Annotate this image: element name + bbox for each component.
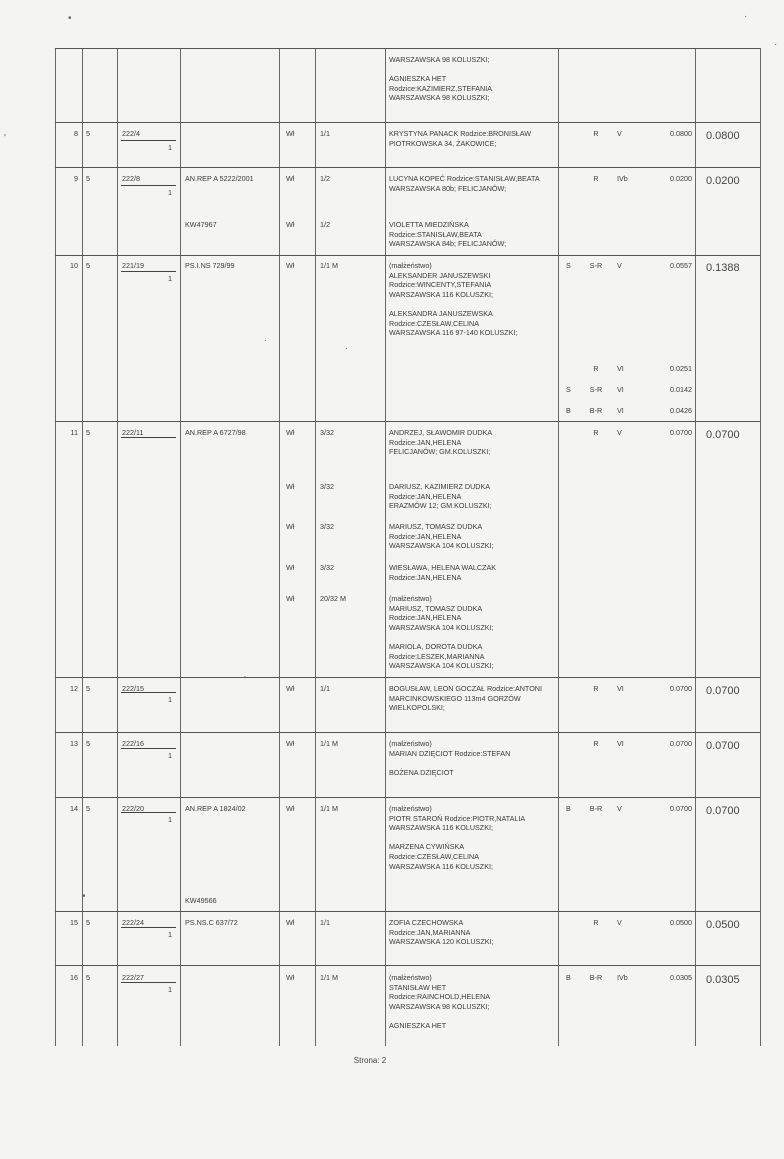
entry-share: 20/32 M <box>320 594 346 603</box>
class-area: 0.0700 <box>670 804 692 813</box>
class-grade: IVb <box>617 174 628 183</box>
record-obreb: 5 <box>86 918 90 927</box>
entry-document: PS.I.NS 729/99 <box>185 261 235 270</box>
class-use: S-R <box>589 385 603 394</box>
class-use-code: S <box>566 385 571 394</box>
entry-right: Wł <box>286 220 295 229</box>
entry-share: 1/2 <box>320 220 330 229</box>
class-area: 0.0200 <box>670 174 692 183</box>
column-rule <box>315 48 316 1046</box>
parcel-number: 222/4 <box>122 129 140 138</box>
page-footer: Strona: 2 <box>353 1056 387 1065</box>
class-use: R <box>593 174 599 183</box>
parcel-total-area: 0.0200 <box>706 175 740 187</box>
entry-document: PS.NS.C 637/72 <box>185 918 238 927</box>
parcel-fraction-bar <box>121 185 176 186</box>
parcel-sheet: 1 <box>168 274 172 283</box>
row-rule <box>55 797 760 798</box>
parcel-total-area: 0.0305 <box>706 974 740 986</box>
class-use: B-R <box>589 406 603 415</box>
class-area: 0.0700 <box>670 739 692 748</box>
parcel-total-area: 0.0700 <box>706 685 740 697</box>
class-use: R <box>593 684 599 693</box>
scan-speck: • <box>68 13 72 24</box>
scan-speck: · <box>744 11 748 22</box>
row-rule <box>55 421 760 422</box>
parcel-number: 222/16 <box>122 739 144 748</box>
record-obreb: 5 <box>86 804 90 813</box>
class-use: R <box>593 428 599 437</box>
parcel-fraction-bar <box>121 140 176 141</box>
class-grade: V <box>617 428 622 437</box>
class-area: 0.0305 <box>670 973 692 982</box>
entry-right: Wł <box>286 522 295 531</box>
class-area: 0.0800 <box>670 129 692 138</box>
parcel-sheet: 1 <box>168 188 172 197</box>
entry-document: AN.REP A 1824/02 <box>185 804 246 813</box>
class-grade: VI <box>617 739 624 748</box>
class-grade: VI <box>617 364 624 373</box>
record-obreb: 5 <box>86 174 90 183</box>
parcel-total-area: 0.1388 <box>706 262 740 274</box>
column-rule <box>760 48 761 1046</box>
entry-share: 1/1 <box>320 684 330 693</box>
parcel-number: 222/15 <box>122 684 144 693</box>
parcel-fraction-bar <box>121 982 176 983</box>
entry-owners: (małżeństwo) ALEKSANDER JANUSZEWSKI Rodzice:WINCENTY,STEFANIA WARSZAWSKA 116 KOLUSZKI; ALEKSANDRA JANUSZEWSKA Rodzice:CZESŁAW,CELINA WARSZAWSKA 116 97-140 KOLUSZKI; <box>389 261 518 338</box>
class-use-code: B <box>566 406 571 415</box>
column-rule <box>180 48 181 1046</box>
entry-owners: KRYSTYNA PANACK Rodzice:BRONISŁAW PIOTRKOWSKA 34, ŻAKOWICE; <box>389 129 532 148</box>
row-rule <box>55 732 760 733</box>
class-area: 0.0251 <box>670 364 692 373</box>
entry-owners: BOGUSŁAW, LEON GOCZAŁ Rodzice:ANTONI MARCINKOWSKIEGO 113m4 GORZÓW WIELKOPOLSKI; <box>389 684 542 713</box>
class-use-code: B <box>566 804 571 813</box>
record-obreb: 5 <box>86 739 90 748</box>
parcel-sheet: 1 <box>168 751 172 760</box>
record-number: 10 <box>70 261 78 270</box>
parcel-number: 222/20 <box>122 804 144 813</box>
entry-document: KW47967 <box>185 220 217 229</box>
parcel-fraction-bar <box>121 437 176 438</box>
entry-owners: MARIUSZ, TOMASZ DUDKA Rodzice:JAN,HELENA WARSZAWSKA 104 KOLUSZKI; <box>389 522 494 551</box>
record-number: 15 <box>70 918 78 927</box>
class-grade: V <box>617 261 622 270</box>
class-use: R <box>593 364 599 373</box>
entry-right: Wł <box>286 428 295 437</box>
entry-right: Wł <box>286 482 295 491</box>
parcel-total-area: 0.0700 <box>706 805 740 817</box>
column-rule <box>55 48 56 1046</box>
row-rule <box>55 48 760 49</box>
entry-right: Wł <box>286 739 295 748</box>
entry-owners: WIESŁAWA, HELENA WALCZAK Rodzice:JAN,HELENA <box>389 563 497 582</box>
entry-document-kw: KW49566 <box>185 896 217 905</box>
parcel-sheet: 1 <box>168 695 172 704</box>
class-use: B-R <box>589 973 603 982</box>
entry-owners: LUCYNA KOPEĆ Rodzice:STANISŁAW,BEATA WARSZAWSKA 80b; FELICJANÓW; <box>389 174 540 193</box>
record-number: 14 <box>70 804 78 813</box>
row-rule <box>55 677 760 678</box>
entry-share: 1/1 M <box>320 804 338 813</box>
entry-share: 1/1 M <box>320 739 338 748</box>
parcel-number: 222/24 <box>122 918 144 927</box>
class-grade: VI <box>617 385 624 394</box>
row-rule <box>55 965 760 966</box>
entry-share: 3/32 <box>320 522 334 531</box>
parcel-number: 222/11 <box>122 428 144 437</box>
record-number: 9 <box>74 174 78 183</box>
entry-document: AN.REP A 6727/98 <box>185 428 246 437</box>
row-rule <box>55 167 760 168</box>
class-use: R <box>593 129 599 138</box>
entry-owners: (małżeństwo) MARIAN DZIĘCIOT Rodzice:STEFAN BOŻENA DZIĘCIOT <box>389 739 511 777</box>
entry-document: AN.REP A 5222/2001 <box>185 174 254 183</box>
scan-speck: ' <box>244 675 246 686</box>
column-rule <box>695 48 696 1046</box>
parcel-sheet: 1 <box>168 143 172 152</box>
entry-share: 1/2 <box>320 174 330 183</box>
record-number: 13 <box>70 739 78 748</box>
class-area: 0.0500 <box>670 918 692 927</box>
column-rule <box>279 48 280 1046</box>
continuation-names: WARSZAWSKA 98 KOLUSZKI; AGNIESZKA HET Rodzice:KAZIMIERZ,STEFANIA WARSZAWSKA 98 KOLUSZKI; <box>389 55 493 103</box>
row-rule <box>55 255 760 256</box>
class-area: 0.0700 <box>670 428 692 437</box>
class-use: R <box>593 918 599 927</box>
entry-right: Wł <box>286 804 295 813</box>
parcel-sheet: 1 <box>168 815 172 824</box>
entry-right: Wł <box>286 973 295 982</box>
entry-owners: (małżeństwo) PIOTR STAROŃ Rodzice:PIOTR,NATALIA WARSZAWSKA 116 KOLUSZKI; MARZENA CYWIŃSKA Rodzice:CZESŁAW,CELINA WARSZAWSKA 116 KOLUSZKI; <box>389 804 526 871</box>
row-rule <box>55 122 760 123</box>
scan-speck: ' <box>4 133 6 144</box>
record-obreb: 5 <box>86 428 90 437</box>
parcel-sheet: 1 <box>168 985 172 994</box>
class-grade: VI <box>617 684 624 693</box>
entry-right: Wł <box>286 129 295 138</box>
class-grade: V <box>617 129 622 138</box>
record-number: 8 <box>74 129 78 138</box>
parcel-sheet: 1 <box>168 930 172 939</box>
class-grade: V <box>617 918 622 927</box>
parcel-fraction-bar <box>121 271 176 272</box>
entry-owners: (małżeństwo) MARIUSZ, TOMASZ DUDKA Rodzice:JAN,HELENA WARSZAWSKA 104 KOLUSZKI; MARIOLA, DOROTA DUDKA Rodzice:LESZEK,MARIANNA WARSZAWSKA 104 KOLUSZKI; <box>389 594 494 671</box>
entry-right: Wł <box>286 918 295 927</box>
class-use-code: S <box>566 261 571 270</box>
entry-share: 1/1 M <box>320 973 338 982</box>
column-rule <box>117 48 118 1046</box>
parcel-total-area: 0.0500 <box>706 919 740 931</box>
class-grade: V <box>617 804 622 813</box>
class-use: S-R <box>589 261 603 270</box>
record-obreb: 5 <box>86 129 90 138</box>
record-number: 16 <box>70 973 78 982</box>
entry-right: Wł <box>286 563 295 572</box>
entry-owners: ZOFIA CZECHOWSKA Rodzice:JAN,MARIANNA WARSZAWSKA 120 KOLUSZKI; <box>389 918 494 947</box>
parcel-total-area: 0.0700 <box>706 429 740 441</box>
entry-share: 3/32 <box>320 482 334 491</box>
class-use: R <box>593 739 599 748</box>
scan-speck: . <box>264 333 267 344</box>
parcel-total-area: 0.0700 <box>706 740 740 752</box>
column-rule <box>385 48 386 1046</box>
class-area: 0.0142 <box>670 385 692 394</box>
entry-right: Wł <box>286 261 295 270</box>
scan-speck: . <box>345 341 348 352</box>
entry-right: Wł <box>286 174 295 183</box>
row-rule <box>55 911 760 912</box>
entry-owners: VIOLETTA MIEDZIŃSKA Rodzice:STANISŁAW,BEATA WARSZAWSKA 84b; FELICJANÓW; <box>389 220 507 249</box>
entry-owners: ANDRZEJ, SŁAWOMIR DUDKA Rodzice:JAN,HELENA FELICJANÓW; GM.KOLUSZKI; <box>389 428 493 457</box>
record-obreb: 5 <box>86 261 90 270</box>
record-obreb: 5 <box>86 973 90 982</box>
record-obreb: 5 <box>86 684 90 693</box>
entry-owners: DARIUSZ, KAZIMIERZ DUDKA Rodzice:JAN,HELENA ERAZMÓW 12; GM.KOLUSZKI; <box>389 482 492 511</box>
parcel-number: 222/27 <box>122 973 144 982</box>
class-use-code: B <box>566 973 571 982</box>
parcel-fraction-bar <box>121 748 176 749</box>
column-rule <box>558 48 559 1046</box>
class-grade: IVb <box>617 973 628 982</box>
record-number: 12 <box>70 684 78 693</box>
entry-owners: (małżeństwo) STANISŁAW HET Rodzice:RAINCHOLD,HELENA WARSZAWSKA 98 KOLUSZKI; AGNIESZKA HET <box>389 973 491 1030</box>
scan-speck: • <box>82 891 86 902</box>
class-use: B-R <box>589 804 603 813</box>
parcel-number: 221/19 <box>122 261 144 270</box>
class-grade: VI <box>617 406 624 415</box>
class-area: 0.0700 <box>670 684 692 693</box>
entry-right: Wł <box>286 684 295 693</box>
entry-share: 3/32 <box>320 428 334 437</box>
class-area: 0.0426 <box>670 406 692 415</box>
parcel-fraction-bar <box>121 927 176 928</box>
record-number: 11 <box>70 428 78 437</box>
parcel-total-area: 0.0800 <box>706 130 740 142</box>
entry-right: Wł <box>286 594 295 603</box>
class-area: 0.0557 <box>670 261 692 270</box>
parcel-number: 222/8 <box>122 174 140 183</box>
entry-share: 3/32 <box>320 563 334 572</box>
scan-speck: · <box>774 39 778 50</box>
entry-share: 1/1 <box>320 129 330 138</box>
entry-share: 1/1 M <box>320 261 338 270</box>
entry-share: 1/1 <box>320 918 330 927</box>
